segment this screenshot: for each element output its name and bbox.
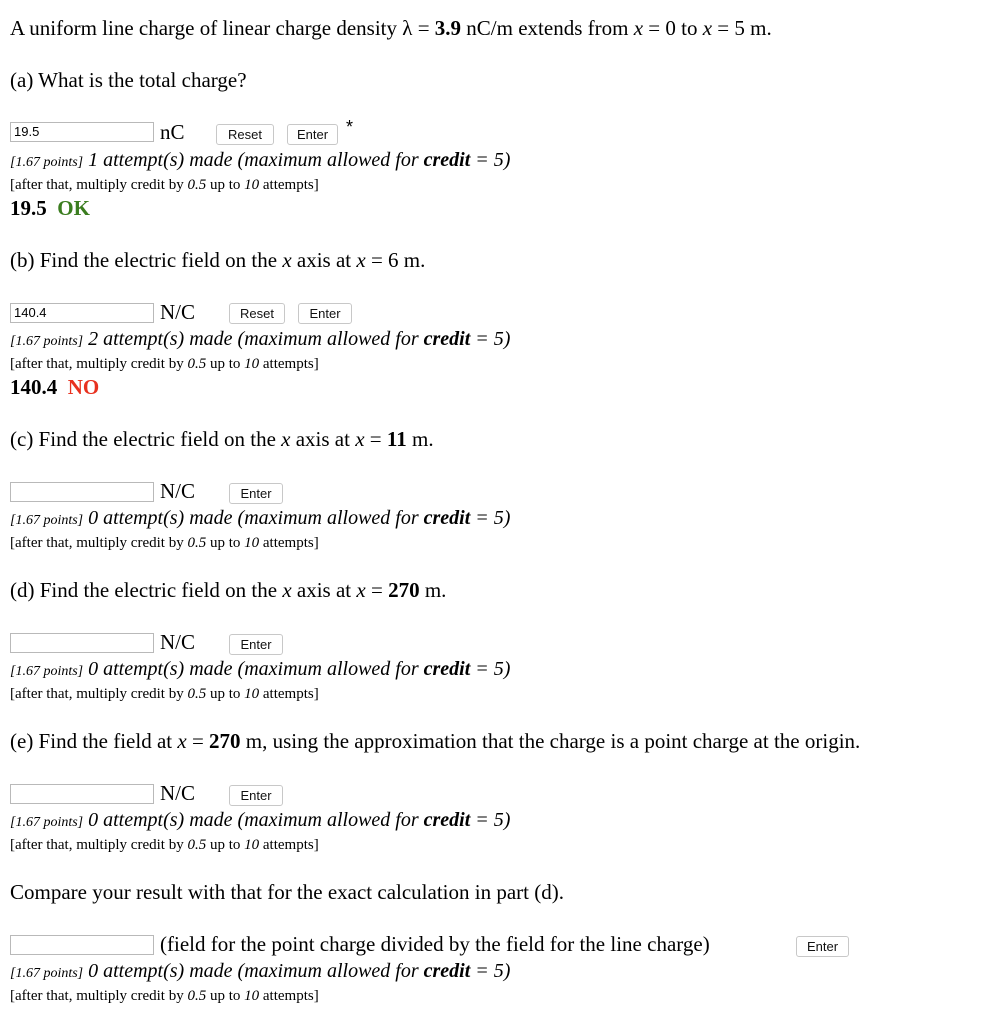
part-b-retry-policy: [after that, multiply credit by 0.5 up to 10 attempts]: [10, 356, 319, 372]
part-c-answer-input[interactable]: [10, 482, 154, 502]
part-b-attempts: [1.67 points] 2 attempt(s) made (maximum allowed for credit = 5): [10, 328, 511, 350]
part-b-answer-input[interactable]: 140.4: [10, 303, 154, 323]
part-c-question: (c) Find the electric field on the x axis at x = 11 m.: [10, 427, 434, 451]
part-a-attempts: [1.67 points] 1 attempt(s) made (maximum allowed for credit = 5): [10, 149, 511, 171]
part-f-retry-policy: [after that, multiply credit by 0.5 up to 10 attempts]: [10, 988, 319, 1004]
part-f-question: Compare your result with that for the exact calculation in part (d).: [10, 880, 564, 904]
part-e-enter-button[interactable]: Enter: [229, 785, 283, 806]
ok-status-badge: OK: [57, 196, 90, 220]
part-a-enter-button[interactable]: Enter: [287, 124, 338, 145]
part-b-reset-button[interactable]: Reset: [229, 303, 285, 324]
part-a-changed-marker: *: [346, 117, 354, 137]
part-a-retry-policy: [after that, multiply credit by 0.5 up to 10 attempts]: [10, 177, 319, 193]
part-e-answer-input[interactable]: [10, 784, 154, 804]
part-e-attempts: [1.67 points] 0 attempt(s) made (maximum allowed for credit = 5): [10, 809, 511, 831]
part-d-answer-input[interactable]: [10, 633, 154, 653]
no-status-badge: NO: [67, 375, 100, 399]
part-f-enter-button[interactable]: Enter: [796, 936, 849, 957]
part-c-unit: N/C: [160, 479, 196, 503]
part-a-feedback: 19.5 OK: [10, 196, 90, 220]
part-e-unit: N/C: [160, 781, 196, 805]
part-c-attempts: [1.67 points] 0 attempt(s) made (maximum allowed for credit = 5): [10, 507, 511, 529]
part-b-question: (b) Find the electric field on the x axis at x = 6 m.: [10, 248, 426, 272]
part-f-answer-input[interactable]: [10, 935, 154, 955]
part-a-unit: nC: [160, 120, 185, 144]
part-e-question: (e) Find the field at x = 270 m, using the approximation that the charge is a point charge at the origin.: [10, 729, 861, 753]
part-c-enter-button[interactable]: Enter: [229, 483, 283, 504]
part-d-unit: N/C: [160, 630, 196, 654]
part-d-question: (d) Find the electric field on the x axis at x = 270 m.: [10, 578, 447, 602]
part-a-reset-button[interactable]: Reset: [216, 124, 274, 145]
part-d-enter-button[interactable]: Enter: [229, 634, 283, 655]
part-f-attempts: [1.67 points] 0 attempt(s) made (maximum allowed for credit = 5): [10, 960, 511, 982]
part-f-unit: (field for the point charge divided by the field for the line charge): [160, 932, 710, 956]
part-d-attempts: [1.67 points] 0 attempt(s) made (maximum allowed for credit = 5): [10, 658, 511, 680]
part-c-retry-policy: [after that, multiply credit by 0.5 up to 10 attempts]: [10, 535, 319, 551]
part-e-retry-policy: [after that, multiply credit by 0.5 up to 10 attempts]: [10, 837, 319, 853]
part-b-feedback: 140.4 NO: [10, 375, 100, 399]
problem-statement: A uniform line charge of linear charge density λ = 3.9 nC/m extends from x = 0 to x = 5 m.: [10, 16, 772, 40]
part-d-retry-policy: [after that, multiply credit by 0.5 up to 10 attempts]: [10, 686, 319, 702]
part-a-question: (a) What is the total charge?: [10, 68, 247, 92]
part-b-enter-button[interactable]: Enter: [298, 303, 352, 324]
part-b-unit: N/C: [160, 300, 196, 324]
part-a-answer-input[interactable]: 19.5: [10, 122, 154, 142]
